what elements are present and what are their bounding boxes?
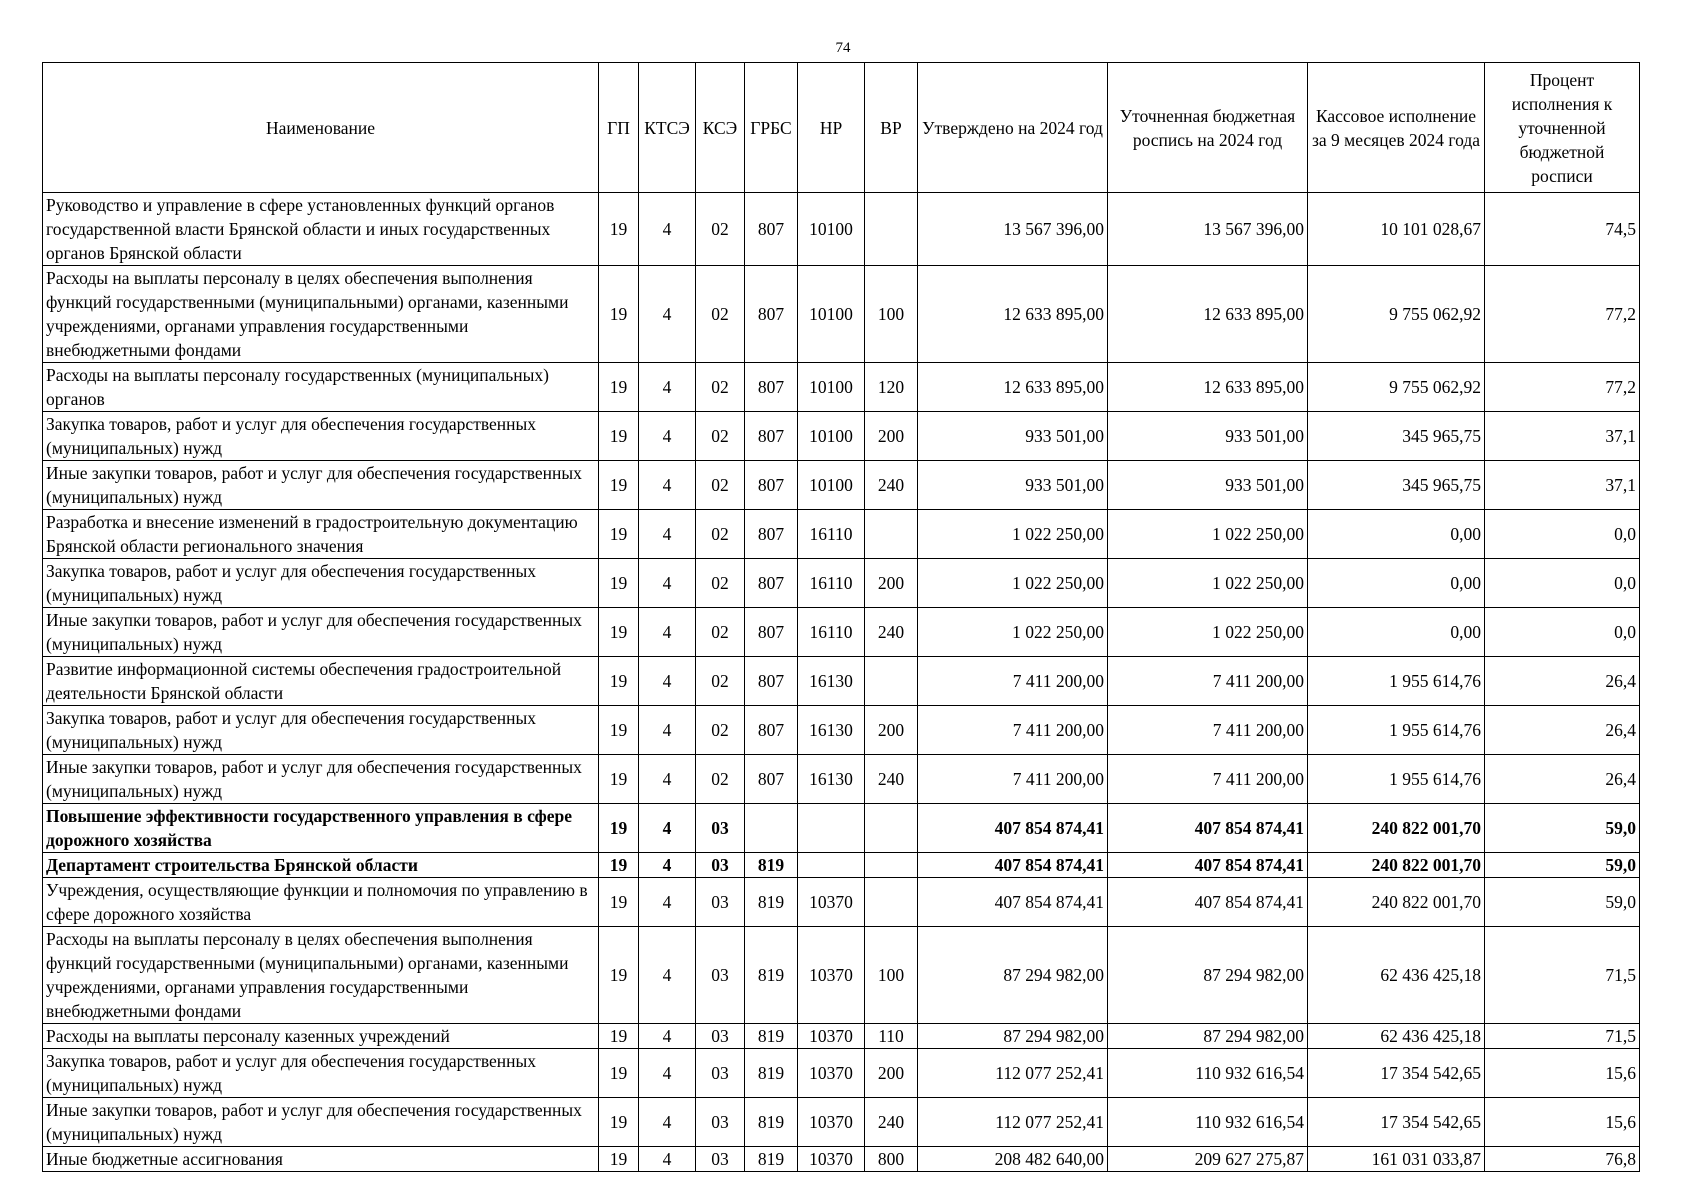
cell-vr: 100 bbox=[865, 927, 918, 1024]
cell-nr bbox=[798, 804, 865, 853]
cell-approved: 7 411 200,00 bbox=[918, 706, 1108, 755]
table-row bbox=[43, 706, 1640, 755]
cell-percent: 0,0 bbox=[1485, 510, 1640, 559]
cell-percent: 77,2 bbox=[1485, 266, 1640, 363]
cell-percent: 26,4 bbox=[1485, 657, 1640, 706]
cell-gp: 19 bbox=[599, 608, 639, 657]
cell-grbs: 807 bbox=[745, 657, 798, 706]
cell-nr: 10370 bbox=[798, 927, 865, 1024]
cell-ktse: 4 bbox=[639, 363, 696, 412]
cell-percent: 71,5 bbox=[1485, 1024, 1640, 1049]
cell-grbs: 819 bbox=[745, 1098, 798, 1147]
table-header-row bbox=[43, 63, 1640, 193]
cell-vr bbox=[865, 853, 918, 878]
cell-percent: 71,5 bbox=[1485, 927, 1640, 1024]
cell-gp: 19 bbox=[599, 510, 639, 559]
cell-approved: 13 567 396,00 bbox=[918, 193, 1108, 266]
cell-name: Расходы на выплаты персоналу в целях обеспечения выполнения функций государственными (муниципальными) органами, казенными учреждениями, органами управления государственными внебюджетными фондами bbox=[43, 927, 599, 1024]
table-row bbox=[43, 1024, 1640, 1049]
cell-vr: 240 bbox=[865, 1098, 918, 1147]
cell-approved: 12 633 895,00 bbox=[918, 266, 1108, 363]
cell-grbs: 807 bbox=[745, 363, 798, 412]
cell-approved: 12 633 895,00 bbox=[918, 363, 1108, 412]
cell-approved: 112 077 252,41 bbox=[918, 1049, 1108, 1098]
cell-refined: 12 633 895,00 bbox=[1108, 266, 1308, 363]
cell-ktse: 4 bbox=[639, 1049, 696, 1098]
cell-name: Расходы на выплаты персоналу казенных учреждений bbox=[43, 1024, 599, 1049]
cell-percent: 15,6 bbox=[1485, 1049, 1640, 1098]
table-row bbox=[43, 927, 1640, 1024]
cell-ktse: 4 bbox=[639, 608, 696, 657]
cell-refined: 12 633 895,00 bbox=[1108, 363, 1308, 412]
cell-cash: 345 965,75 bbox=[1308, 412, 1485, 461]
cell-kse: 02 bbox=[696, 510, 745, 559]
cell-ktse: 4 bbox=[639, 1024, 696, 1049]
cell-kse: 02 bbox=[696, 657, 745, 706]
page-number: 74 bbox=[835, 40, 851, 56]
cell-refined: 87 294 982,00 bbox=[1108, 1024, 1308, 1049]
cell-kse: 03 bbox=[696, 1098, 745, 1147]
cell-gp: 19 bbox=[599, 657, 639, 706]
cell-gp: 19 bbox=[599, 461, 639, 510]
cell-grbs: 807 bbox=[745, 559, 798, 608]
cell-ktse: 4 bbox=[639, 559, 696, 608]
cell-name: Разработка и внесение изменений в градостроительную документацию Брянской области регионального значения bbox=[43, 510, 599, 559]
cell-name: Иные закупки товаров, работ и услуг для обеспечения государственных (муниципальных) нужд bbox=[43, 608, 599, 657]
cell-name: Иные закупки товаров, работ и услуг для обеспечения государственных (муниципальных) нужд bbox=[43, 1098, 599, 1147]
cell-kse: 03 bbox=[696, 853, 745, 878]
cell-approved: 1 022 250,00 bbox=[918, 559, 1108, 608]
cell-approved: 208 482 640,00 bbox=[918, 1147, 1108, 1172]
cell-gp: 19 bbox=[599, 927, 639, 1024]
cell-refined: 1 022 250,00 bbox=[1108, 608, 1308, 657]
cell-name: Повышение эффективности государственного управления в сфере дорожного хозяйства bbox=[43, 804, 599, 853]
cell-gp: 19 bbox=[599, 1049, 639, 1098]
table-row bbox=[43, 755, 1640, 804]
cell-gp: 19 bbox=[599, 193, 639, 266]
header-kse: КСЭ bbox=[696, 63, 745, 193]
table-row bbox=[43, 878, 1640, 927]
cell-cash: 1 955 614,76 bbox=[1308, 706, 1485, 755]
cell-gp: 19 bbox=[599, 559, 639, 608]
cell-grbs: 807 bbox=[745, 755, 798, 804]
cell-grbs: 807 bbox=[745, 193, 798, 266]
table-row bbox=[43, 559, 1640, 608]
cell-approved: 1 022 250,00 bbox=[918, 608, 1108, 657]
cell-refined: 407 854 874,41 bbox=[1108, 804, 1308, 853]
cell-ktse: 4 bbox=[639, 412, 696, 461]
cell-percent: 37,1 bbox=[1485, 461, 1640, 510]
cell-ktse: 4 bbox=[639, 755, 696, 804]
cell-cash: 1 955 614,76 bbox=[1308, 755, 1485, 804]
cell-vr: 240 bbox=[865, 608, 918, 657]
cell-gp: 19 bbox=[599, 804, 639, 853]
header-name: Наименование bbox=[43, 63, 599, 193]
cell-ktse: 4 bbox=[639, 853, 696, 878]
cell-gp: 19 bbox=[599, 1024, 639, 1049]
cell-refined: 13 567 396,00 bbox=[1108, 193, 1308, 266]
cell-refined: 209 627 275,87 bbox=[1108, 1147, 1308, 1172]
cell-gp: 19 bbox=[599, 878, 639, 927]
cell-vr: 200 bbox=[865, 559, 918, 608]
table-row bbox=[43, 461, 1640, 510]
cell-cash: 1 955 614,76 bbox=[1308, 657, 1485, 706]
cell-ktse: 4 bbox=[639, 657, 696, 706]
cell-name: Развитие информационной системы обеспечения градостроительной деятельности Брянской области bbox=[43, 657, 599, 706]
cell-ktse: 4 bbox=[639, 706, 696, 755]
cell-nr: 10370 bbox=[798, 1147, 865, 1172]
cell-percent: 59,0 bbox=[1485, 878, 1640, 927]
table-row bbox=[43, 1098, 1640, 1147]
cell-name: Иные бюджетные ассигнования bbox=[43, 1147, 599, 1172]
cell-percent: 77,2 bbox=[1485, 363, 1640, 412]
cell-percent: 26,4 bbox=[1485, 706, 1640, 755]
cell-vr: 100 bbox=[865, 266, 918, 363]
cell-ktse: 4 bbox=[639, 927, 696, 1024]
cell-nr: 10370 bbox=[798, 1098, 865, 1147]
cell-approved: 407 854 874,41 bbox=[918, 804, 1108, 853]
header-refined: Уточненная бюджетная роспись на 2024 год bbox=[1108, 63, 1308, 193]
cell-grbs: 819 bbox=[745, 1147, 798, 1172]
cell-percent: 59,0 bbox=[1485, 853, 1640, 878]
table-row bbox=[43, 266, 1640, 363]
cell-name: Расходы на выплаты персоналу в целях обеспечения выполнения функций государственными (муниципальными) органами, казенными учреждениями, органами управления государственными внебюджетными фондами bbox=[43, 266, 599, 363]
cell-nr: 16110 bbox=[798, 510, 865, 559]
cell-percent: 74,5 bbox=[1485, 193, 1640, 266]
cell-cash: 161 031 033,87 bbox=[1308, 1147, 1485, 1172]
cell-gp: 19 bbox=[599, 755, 639, 804]
cell-name: Учреждения, осуществляющие функции и полномочия по управлению в сфере дорожного хозяйства bbox=[43, 878, 599, 927]
cell-nr: 16130 bbox=[798, 657, 865, 706]
cell-kse: 03 bbox=[696, 878, 745, 927]
cell-kse: 03 bbox=[696, 1049, 745, 1098]
cell-nr: 10370 bbox=[798, 1049, 865, 1098]
cell-refined: 1 022 250,00 bbox=[1108, 510, 1308, 559]
cell-cash: 9 755 062,92 bbox=[1308, 266, 1485, 363]
cell-gp: 19 bbox=[599, 706, 639, 755]
cell-nr: 10100 bbox=[798, 266, 865, 363]
cell-kse: 02 bbox=[696, 412, 745, 461]
cell-nr: 10100 bbox=[798, 193, 865, 266]
cell-kse: 03 bbox=[696, 804, 745, 853]
header-vr: ВР bbox=[865, 63, 918, 193]
cell-vr bbox=[865, 804, 918, 853]
header-cash: Кассовое исполнение за 9 месяцев 2024 года bbox=[1308, 63, 1485, 193]
cell-refined: 110 932 616,54 bbox=[1108, 1098, 1308, 1147]
cell-vr bbox=[865, 193, 918, 266]
table-row bbox=[43, 608, 1640, 657]
table-row bbox=[43, 193, 1640, 266]
cell-cash: 0,00 bbox=[1308, 510, 1485, 559]
cell-percent: 15,6 bbox=[1485, 1098, 1640, 1147]
cell-gp: 19 bbox=[599, 266, 639, 363]
cell-refined: 87 294 982,00 bbox=[1108, 927, 1308, 1024]
cell-percent: 0,0 bbox=[1485, 608, 1640, 657]
table-row bbox=[43, 363, 1640, 412]
cell-approved: 407 854 874,41 bbox=[918, 853, 1108, 878]
cell-approved: 112 077 252,41 bbox=[918, 1098, 1108, 1147]
cell-grbs: 819 bbox=[745, 927, 798, 1024]
cell-cash: 62 436 425,18 bbox=[1308, 927, 1485, 1024]
cell-nr: 10100 bbox=[798, 461, 865, 510]
cell-refined: 933 501,00 bbox=[1108, 412, 1308, 461]
cell-nr: 10370 bbox=[798, 1024, 865, 1049]
cell-approved: 87 294 982,00 bbox=[918, 927, 1108, 1024]
cell-cash: 9 755 062,92 bbox=[1308, 363, 1485, 412]
cell-kse: 02 bbox=[696, 266, 745, 363]
cell-cash: 62 436 425,18 bbox=[1308, 1024, 1485, 1049]
cell-refined: 407 854 874,41 bbox=[1108, 878, 1308, 927]
cell-cash: 17 354 542,65 bbox=[1308, 1049, 1485, 1098]
table-body bbox=[43, 193, 1640, 1172]
table-row bbox=[43, 1049, 1640, 1098]
cell-cash: 10 101 028,67 bbox=[1308, 193, 1485, 266]
header-approved: Утверждено на 2024 год bbox=[918, 63, 1108, 193]
cell-cash: 240 822 001,70 bbox=[1308, 853, 1485, 878]
cell-ktse: 4 bbox=[639, 804, 696, 853]
cell-nr bbox=[798, 853, 865, 878]
cell-vr: 200 bbox=[865, 1049, 918, 1098]
cell-cash: 17 354 542,65 bbox=[1308, 1098, 1485, 1147]
cell-kse: 02 bbox=[696, 363, 745, 412]
cell-ktse: 4 bbox=[639, 193, 696, 266]
cell-grbs bbox=[745, 804, 798, 853]
header-nr: НР bbox=[798, 63, 865, 193]
cell-ktse: 4 bbox=[639, 878, 696, 927]
cell-percent: 59,0 bbox=[1485, 804, 1640, 853]
cell-nr: 16110 bbox=[798, 559, 865, 608]
table-row bbox=[43, 1147, 1640, 1172]
cell-refined: 1 022 250,00 bbox=[1108, 559, 1308, 608]
table-row bbox=[43, 804, 1640, 853]
cell-refined: 7 411 200,00 bbox=[1108, 706, 1308, 755]
cell-ktse: 4 bbox=[639, 510, 696, 559]
cell-refined: 7 411 200,00 bbox=[1108, 755, 1308, 804]
cell-grbs: 807 bbox=[745, 608, 798, 657]
table-row bbox=[43, 412, 1640, 461]
cell-name: Закупка товаров, работ и услуг для обеспечения государственных (муниципальных) нужд bbox=[43, 559, 599, 608]
cell-refined: 7 411 200,00 bbox=[1108, 657, 1308, 706]
cell-name: Закупка товаров, работ и услуг для обеспечения государственных (муниципальных) нужд bbox=[43, 706, 599, 755]
cell-percent: 0,0 bbox=[1485, 559, 1640, 608]
cell-vr: 800 bbox=[865, 1147, 918, 1172]
cell-percent: 37,1 bbox=[1485, 412, 1640, 461]
cell-name: Руководство и управление в сфере установленных функций органов государственной власти Брянской области и иных государственных органов Брянской области bbox=[43, 193, 599, 266]
cell-grbs: 819 bbox=[745, 878, 798, 927]
cell-vr bbox=[865, 657, 918, 706]
cell-grbs: 819 bbox=[745, 1024, 798, 1049]
cell-gp: 19 bbox=[599, 1147, 639, 1172]
cell-cash: 240 822 001,70 bbox=[1308, 804, 1485, 853]
cell-vr bbox=[865, 878, 918, 927]
cell-nr: 10100 bbox=[798, 412, 865, 461]
cell-kse: 03 bbox=[696, 927, 745, 1024]
cell-refined: 933 501,00 bbox=[1108, 461, 1308, 510]
cell-approved: 933 501,00 bbox=[918, 412, 1108, 461]
cell-approved: 7 411 200,00 bbox=[918, 657, 1108, 706]
cell-vr: 240 bbox=[865, 755, 918, 804]
cell-approved: 1 022 250,00 bbox=[918, 510, 1108, 559]
cell-percent: 26,4 bbox=[1485, 755, 1640, 804]
cell-kse: 02 bbox=[696, 706, 745, 755]
cell-grbs: 807 bbox=[745, 706, 798, 755]
cell-approved: 7 411 200,00 bbox=[918, 755, 1108, 804]
header-percent: Процент исполнения к уточненной бюджетной росписи bbox=[1485, 63, 1640, 193]
cell-name: Департамент строительства Брянской области bbox=[43, 853, 599, 878]
cell-approved: 407 854 874,41 bbox=[918, 878, 1108, 927]
cell-nr: 16130 bbox=[798, 706, 865, 755]
cell-grbs: 819 bbox=[745, 853, 798, 878]
cell-kse: 03 bbox=[696, 1024, 745, 1049]
cell-refined: 110 932 616,54 bbox=[1108, 1049, 1308, 1098]
cell-grbs: 807 bbox=[745, 266, 798, 363]
cell-kse: 02 bbox=[696, 193, 745, 266]
cell-nr: 16110 bbox=[798, 608, 865, 657]
header-gp: ГП bbox=[599, 63, 639, 193]
cell-cash: 0,00 bbox=[1308, 559, 1485, 608]
cell-cash: 0,00 bbox=[1308, 608, 1485, 657]
cell-nr: 10100 bbox=[798, 363, 865, 412]
cell-ktse: 4 bbox=[639, 461, 696, 510]
cell-grbs: 819 bbox=[745, 1049, 798, 1098]
cell-gp: 19 bbox=[599, 853, 639, 878]
cell-nr: 16130 bbox=[798, 755, 865, 804]
table-row bbox=[43, 853, 1640, 878]
cell-kse: 02 bbox=[696, 755, 745, 804]
cell-vr: 120 bbox=[865, 363, 918, 412]
cell-cash: 240 822 001,70 bbox=[1308, 878, 1485, 927]
cell-refined: 407 854 874,41 bbox=[1108, 853, 1308, 878]
cell-name: Закупка товаров, работ и услуг для обеспечения государственных (муниципальных) нужд bbox=[43, 1049, 599, 1098]
cell-vr: 200 bbox=[865, 706, 918, 755]
cell-ktse: 4 bbox=[639, 1147, 696, 1172]
budget-table bbox=[42, 62, 1640, 1172]
table-row bbox=[43, 510, 1640, 559]
cell-kse: 02 bbox=[696, 559, 745, 608]
cell-grbs: 807 bbox=[745, 412, 798, 461]
cell-cash: 345 965,75 bbox=[1308, 461, 1485, 510]
cell-gp: 19 bbox=[599, 412, 639, 461]
cell-name: Закупка товаров, работ и услуг для обеспечения государственных (муниципальных) нужд bbox=[43, 412, 599, 461]
cell-nr: 10370 bbox=[798, 878, 865, 927]
cell-vr bbox=[865, 510, 918, 559]
cell-name: Иные закупки товаров, работ и услуг для обеспечения государственных (муниципальных) нужд bbox=[43, 755, 599, 804]
cell-grbs: 807 bbox=[745, 510, 798, 559]
cell-ktse: 4 bbox=[639, 1098, 696, 1147]
cell-vr: 200 bbox=[865, 412, 918, 461]
cell-vr: 240 bbox=[865, 461, 918, 510]
cell-kse: 02 bbox=[696, 608, 745, 657]
cell-ktse: 4 bbox=[639, 266, 696, 363]
cell-grbs: 807 bbox=[745, 461, 798, 510]
cell-gp: 19 bbox=[599, 363, 639, 412]
cell-kse: 02 bbox=[696, 461, 745, 510]
cell-approved: 87 294 982,00 bbox=[918, 1024, 1108, 1049]
cell-gp: 19 bbox=[599, 1098, 639, 1147]
cell-name: Иные закупки товаров, работ и услуг для обеспечения государственных (муниципальных) нужд bbox=[43, 461, 599, 510]
cell-approved: 933 501,00 bbox=[918, 461, 1108, 510]
table-row bbox=[43, 657, 1640, 706]
header-grbs: ГРБС bbox=[745, 63, 798, 193]
cell-vr: 110 bbox=[865, 1024, 918, 1049]
cell-kse: 03 bbox=[696, 1147, 745, 1172]
cell-name: Расходы на выплаты персоналу государственных (муниципальных) органов bbox=[43, 363, 599, 412]
cell-percent: 76,8 bbox=[1485, 1147, 1640, 1172]
header-ktse: КТСЭ bbox=[639, 63, 696, 193]
